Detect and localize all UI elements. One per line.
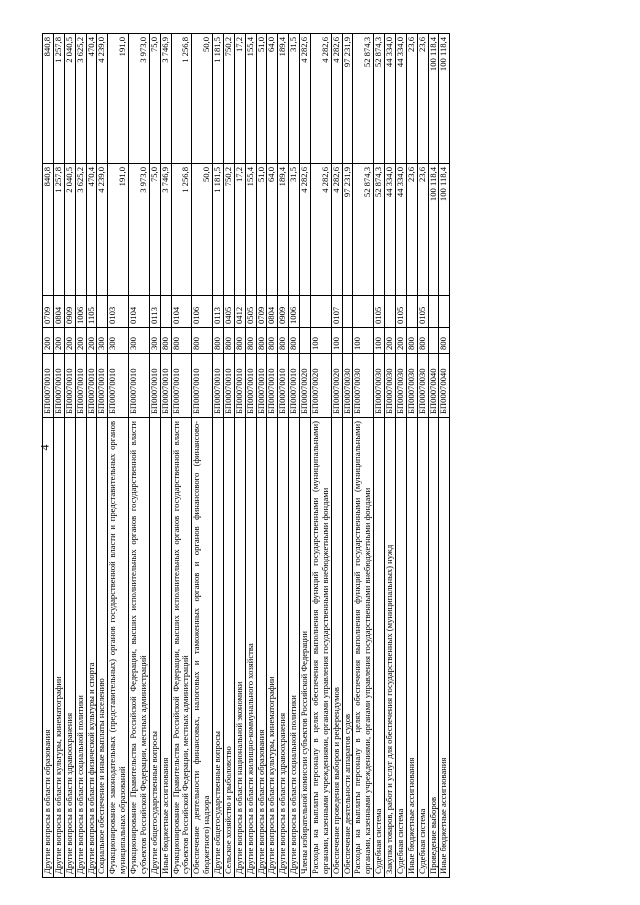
target-article-cell: БП00070010 [267,354,278,418]
section-cell [428,296,439,328]
expense-type-cell: 200 [75,328,86,354]
expense-type-cell: 100 [374,328,385,354]
amount-cell: 840,8 [43,164,54,296]
amount-cell: 4 282,6 [300,164,311,296]
amount-total-cell: 191,0 [108,34,129,164]
amount-cell: 3 625,2 [75,164,86,296]
expense-type-cell [428,328,439,354]
table-row [267,34,278,878]
section-cell: 0709 [256,296,267,328]
target-article-cell: БП00070010 [53,354,64,418]
expense-type-cell: 200 [64,328,75,354]
amount-total-cell: 3 625,2 [75,34,86,164]
target-article-cell: БП00070040 [439,354,450,418]
target-article-cell: БП00070030 [406,354,417,418]
amount-cell: 1 257,8 [53,164,64,296]
amount-total-cell: 23,6 [406,34,417,164]
amount-total-cell: 31,5 [289,34,300,164]
table-row [310,34,331,878]
section-cell: 0804 [53,296,64,328]
row-name-cell: Другие вопросы в области здравоохранения [278,418,289,878]
section-cell: 1006 [75,296,86,328]
section-cell: 0709 [43,296,54,328]
table-row [234,34,245,878]
row-name-cell: Иные бюджетные ассигнования [160,418,171,878]
page-number: 4 [37,444,52,451]
section-cell: 0113 [213,296,224,328]
target-article-cell: БП00070040 [428,354,439,418]
budget-table-body [43,34,450,878]
amount-cell: 52 874,3 [374,164,385,296]
amount-cell: 3 973,0 [129,164,150,296]
section-cell: 0113 [149,296,160,328]
amount-total-cell: 23,6 [417,34,428,164]
expense-type-cell: 800 [417,328,428,354]
row-name-cell: Закупка товаров, работ и услуг для обеспечения государственных (муниципальных) нужд [385,418,396,878]
row-name-cell: Члены избирательной комиссии субъектов Российской Федерации [300,418,311,878]
amount-cell: 100 118,4 [439,164,450,296]
row-name-cell: Другие общегосударственные вопросы [149,418,160,878]
amount-cell: 17,2 [234,164,245,296]
target-article-cell: БП00070010 [64,354,75,418]
expense-type-cell: 800 [256,328,267,354]
amount-cell: 1 256,8 [171,164,192,296]
row-name-cell: Другие вопросы в области социальной политики [75,418,86,878]
expense-type-cell: 200 [385,328,396,354]
amount-total-cell: 4 282,6 [331,34,342,164]
row-name-cell: Расходы на выплаты персоналу в целях обеспечения выполнения функций государственными (муниципальными) органами, казенными учреждениями, органами управления государственными внебюджетными фондами [353,418,374,878]
section-cell: 0105 [417,296,428,328]
amount-cell: 23,6 [406,164,417,296]
table-row [149,34,160,878]
table-row [245,34,256,878]
table-row [331,34,342,878]
amount-cell: 23,6 [417,164,428,296]
amount-total-cell: 52 874,3 [353,34,374,164]
section-cell: 0804 [267,296,278,328]
target-article-cell: БП00070010 [129,354,150,418]
row-name-cell: Функционирование законодательных (представительных) органов государственной власти и представительных органов муниципальных образований [108,418,129,878]
row-name-cell: Обеспечение деятельности аппаратов судов [342,418,353,878]
section-cell: 0106 [192,296,213,328]
row-name-cell: Судебная система [417,418,428,878]
table-row [428,34,439,878]
expense-type-cell: 200 [395,328,406,354]
amount-cell: 44 334,0 [395,164,406,296]
expense-type-cell: 300 [108,328,129,354]
table-row [53,34,64,878]
target-article-cell: БП00070010 [223,354,234,418]
table-row [417,34,428,878]
expense-type-cell: 800 [171,328,192,354]
target-article-cell: БП00070010 [289,354,300,418]
amount-cell: 155,4 [245,164,256,296]
amount-total-cell: 189,4 [278,34,289,164]
expense-type-cell: 200 [43,328,54,354]
target-article-cell: БП00070010 [256,354,267,418]
row-name-cell: Обеспечение проведения выборов и референдумов [331,418,342,878]
amount-total-cell: 3 746,9 [160,34,171,164]
amount-cell: 51,0 [256,164,267,296]
section-cell: 0105 [395,296,406,328]
amount-total-cell: 64,0 [267,34,278,164]
amount-cell: 50,0 [192,164,213,296]
row-name-cell: Другие вопросы в области жилищно-коммунального хозяйства [245,418,256,878]
table-row [192,34,213,878]
row-name-cell: Другие вопросы в области социальной политики [289,418,300,878]
section-cell: 0505 [245,296,256,328]
amount-total-cell: 1 181,5 [213,34,224,164]
amount-total-cell: 2 040,5 [64,34,75,164]
expense-type-cell: 100 [331,328,342,354]
amount-cell: 3 746,9 [160,164,171,296]
expense-type-cell: 100 [310,328,331,354]
target-article-cell: БП00070030 [417,354,428,418]
expense-type-cell: 200 [53,328,64,354]
section-cell: 0104 [129,296,150,328]
target-article-cell: БП00070010 [171,354,192,418]
target-article-cell: БП00070010 [97,354,108,418]
amount-total-cell: 50,0 [192,34,213,164]
section-cell [310,296,331,328]
table-row [223,34,234,878]
section-cell: 0909 [64,296,75,328]
row-name-cell: Обеспечение деятельности финансовых, налоговых и таможенных органов и органов финансового (финансово-бюджетного) надзора [192,418,213,878]
target-article-cell: БП00070020 [310,354,331,418]
expense-type-cell: 100 [353,328,374,354]
amount-total-cell: 4 282,6 [310,34,331,164]
amount-cell: 2 040,5 [64,164,75,296]
table-row [406,34,417,878]
expense-type-cell: 200 [86,328,97,354]
expense-type-cell: 800 [213,328,224,354]
table-row [374,34,385,878]
amount-cell: 75,0 [149,164,160,296]
amount-total-cell: 17,2 [234,34,245,164]
target-article-cell: БП00070020 [300,354,311,418]
budget-table [42,33,450,878]
section-cell: 0104 [171,296,192,328]
expense-type-cell: 300 [149,328,160,354]
amount-cell: 191,0 [108,164,129,296]
row-name-cell: Функционирование Правительства Российской Федерации, высших исполнительных органов государственной власти субъектов Российской Федерации, местных администраций [171,418,192,878]
section-cell [385,296,396,328]
rotated-page-content [42,34,608,878]
section-cell [160,296,171,328]
row-name-cell: Судебная система [395,418,406,878]
amount-total-cell: 840,8 [43,34,54,164]
amount-cell: 4 282,6 [331,164,342,296]
section-cell [342,296,353,328]
row-name-cell: Другие вопросы в области физической культуры и спорта [86,418,97,878]
row-name-cell: Другие вопросы в области образования [43,418,54,878]
target-article-cell: БП00070030 [342,354,353,418]
section-cell [97,296,108,328]
amount-total-cell: 750,2 [223,34,234,164]
table-row [64,34,75,878]
row-name-cell: Сельское хозяйство и рыболовство [223,418,234,878]
expense-type-cell: 800 [234,328,245,354]
table-row [439,34,450,878]
target-article-cell: БП00070030 [395,354,406,418]
expense-type-cell: 800 [406,328,417,354]
amount-cell: 97 231,9 [342,164,353,296]
amount-cell: 64,0 [267,164,278,296]
table-row [97,34,108,878]
table-row [160,34,171,878]
amount-total-cell: 155,4 [245,34,256,164]
table-row [129,34,150,878]
amount-cell: 750,2 [223,164,234,296]
target-article-cell: БП00070030 [353,354,374,418]
amount-total-cell: 44 334,0 [395,34,406,164]
section-cell [300,296,311,328]
amount-total-cell: 3 973,0 [129,34,150,164]
amount-cell: 470,4 [86,164,97,296]
amount-total-cell: 97 231,9 [342,34,353,164]
row-name-cell: Другие вопросы в области национальной экономики [234,418,245,878]
row-name-cell: Социальное обеспечение и иные выплаты населению [97,418,108,878]
target-article-cell: БП00070010 [86,354,97,418]
amount-cell: 100 118,4 [428,164,439,296]
table-row [171,34,192,878]
amount-total-cell: 470,4 [86,34,97,164]
target-article-cell: БП00070010 [245,354,256,418]
amount-total-cell: 44 334,0 [385,34,396,164]
amount-total-cell: 52 874,3 [374,34,385,164]
section-cell: 1105 [86,296,97,328]
table-row [385,34,396,878]
amount-cell: 44 334,0 [385,164,396,296]
amount-cell: 189,4 [278,164,289,296]
table-row [300,34,311,878]
target-article-cell: БП00070010 [43,354,54,418]
amount-cell: 1 181,5 [213,164,224,296]
row-name-cell: Другие вопросы в области культуры, кинематографии [267,418,278,878]
table-row [289,34,300,878]
row-name-cell: Проведение выборов [428,418,439,878]
row-name-cell: Иные бюджетные ассигнования [439,418,450,878]
section-cell: 0405 [223,296,234,328]
table-row [43,34,54,878]
target-article-cell: БП00070010 [234,354,245,418]
table-row [278,34,289,878]
amount-total-cell: 75,0 [149,34,160,164]
table-row [108,34,129,878]
row-name-cell: Другие общегосударственные вопросы [213,418,224,878]
expense-type-cell: 300 [129,328,150,354]
section-cell: 0103 [108,296,129,328]
table-row [75,34,86,878]
expense-type-cell: 800 [267,328,278,354]
row-name-cell: Другие вопросы в области здравоохранения [64,418,75,878]
target-article-cell: БП00070010 [160,354,171,418]
row-name-cell: Расходы на выплаты персоналу в целях обеспечения выполнения функций государственными (муниципальными) органами, казенными учреждениями, органами управления государственными внебюджетными фондами [310,418,331,878]
table-row [342,34,353,878]
target-article-cell: БП00070010 [192,354,213,418]
target-article-cell: БП00070030 [374,354,385,418]
section-cell [353,296,374,328]
expense-type-cell: 800 [223,328,234,354]
expense-type-cell: 800 [245,328,256,354]
section-cell [439,296,450,328]
amount-total-cell: 100 118,4 [428,34,439,164]
expense-type-cell: 800 [439,328,450,354]
section-cell [406,296,417,328]
table-row [213,34,224,878]
target-article-cell: БП00070010 [278,354,289,418]
expense-type-cell [300,328,311,354]
amount-total-cell: 1 256,8 [171,34,192,164]
amount-cell: 52 874,3 [353,164,374,296]
table-row [395,34,406,878]
amount-total-cell: 4 239,0 [97,34,108,164]
target-article-cell: БП00070020 [331,354,342,418]
expense-type-cell: 800 [278,328,289,354]
target-article-cell: БП00070010 [75,354,86,418]
amount-total-cell: 1 257,8 [53,34,64,164]
amount-cell: 31,5 [289,164,300,296]
row-name-cell: Иные бюджетные ассигнования [406,418,417,878]
section-cell: 1006 [289,296,300,328]
target-article-cell: БП00070010 [108,354,129,418]
row-name-cell: Другие вопросы в области культуры, кинематографии [53,418,64,878]
expense-type-cell: 300 [97,328,108,354]
section-cell: 0107 [331,296,342,328]
section-cell: 0105 [374,296,385,328]
section-cell: 0909 [278,296,289,328]
table-row [256,34,267,878]
expense-type-cell: 800 [192,328,213,354]
amount-total-cell: 4 282,6 [300,34,311,164]
row-name-cell: Другие вопросы в области образования [256,418,267,878]
row-name-cell: Судебная система [374,418,385,878]
expense-type-cell [342,328,353,354]
amount-total-cell: 100 118,4 [439,34,450,164]
target-article-cell: БП00070030 [385,354,396,418]
amount-cell: 4 239,0 [97,164,108,296]
row-name-cell: Функционирование Правительства Российской Федерации, высших исполнительных органов государственной власти субъектов Российской Федерации, местных администраций [129,418,150,878]
expense-type-cell: 800 [289,328,300,354]
target-article-cell: БП00070010 [213,354,224,418]
table-row [353,34,374,878]
amount-cell: 4 282,6 [310,164,331,296]
expense-type-cell: 800 [160,328,171,354]
section-cell: 0412 [234,296,245,328]
table-row [86,34,97,878]
amount-total-cell: 51,0 [256,34,267,164]
target-article-cell: БП00070010 [149,354,160,418]
